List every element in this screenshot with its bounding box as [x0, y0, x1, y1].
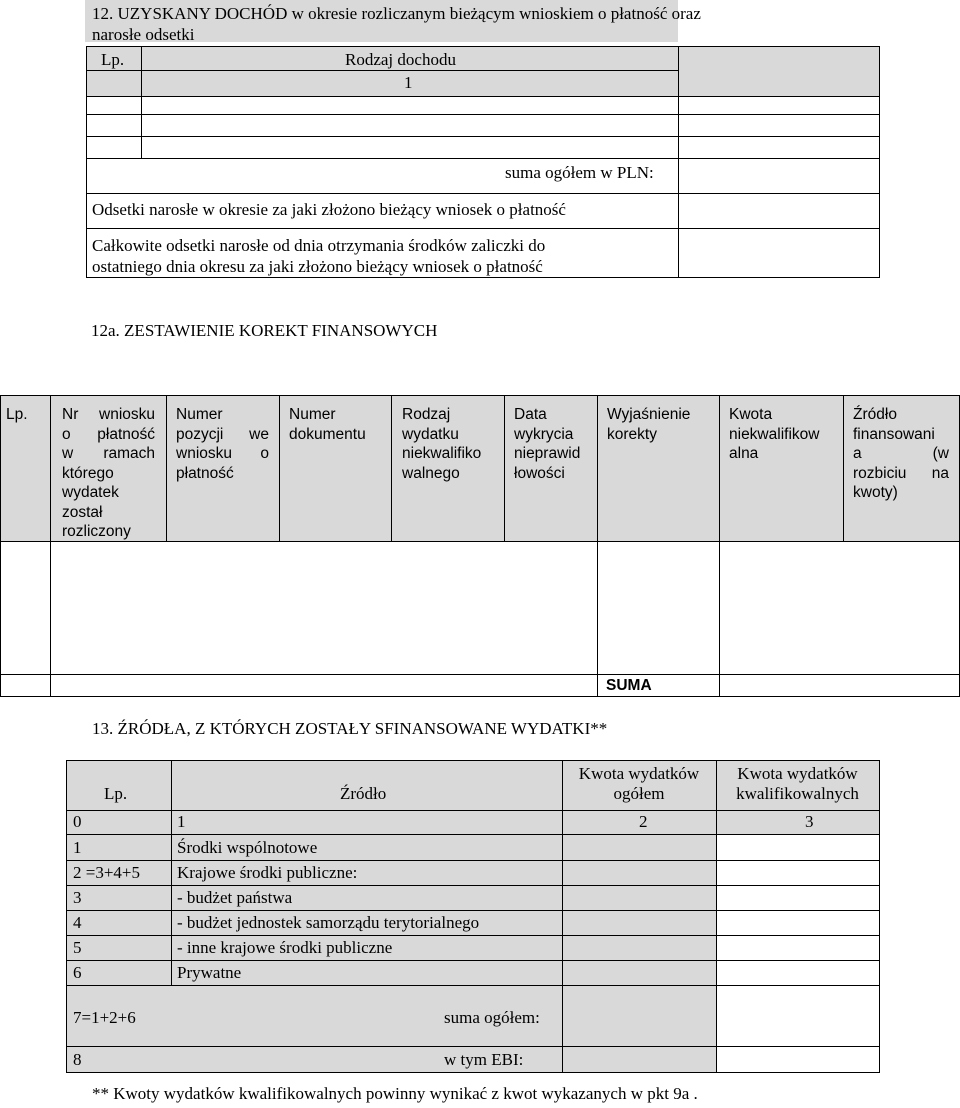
sources-col-kwota-ogolem: Kwota wydatków ogółem: [578, 764, 700, 803]
corrections-col-nr-wniosku: Nr wniosku o płatność w ramach którego wydatek został rozliczony: [62, 406, 155, 540]
sources-row-8-lp: 8: [73, 1050, 82, 1069]
sources-row-6-zrodlo: Prywatne: [177, 963, 242, 982]
sources-row-7-lp: 7=1+2+6: [73, 1008, 136, 1027]
sources-row-6-lp: 6: [73, 963, 82, 982]
section-12-title-line1: 12. UZYSKANY DOCHÓD w okresie rozliczanym bieżącym wnioskiem o płatność oraz: [92, 4, 701, 23]
sources-num-2: 2: [639, 812, 648, 831]
income-suma-label: suma ogółem w PLN:: [505, 163, 654, 182]
income-odsetki-label: Odsetki narosłe w okresie za jaki złożono bieżący wniosek o płatność: [92, 200, 566, 219]
sources-num-3: 3: [805, 812, 814, 831]
sources-row-8-label: w tym EBI:: [444, 1050, 524, 1069]
sources-row-4-zrodlo: - budżet jednostek samorządu terytorialnego: [177, 913, 480, 932]
income-col-rodzaj: Rodzaj dochodu: [345, 50, 456, 69]
corrections-col-lp: Lp.: [6, 406, 28, 423]
sources-row-4-lp: 4: [73, 913, 82, 932]
sources-row-3-lp: 3: [73, 888, 82, 907]
income-num-1: 1: [404, 73, 413, 92]
section-12-title-line2: narosłe odsetki: [92, 25, 195, 44]
sources-col-lp: Lp.: [104, 784, 128, 803]
sources-row-1-zrodlo: Środki wspólnotowe: [177, 838, 318, 857]
income-calkowite-line1: Całkowite odsetki narosłe od dnia otrzymania środków zaliczki do: [92, 236, 546, 255]
corrections-col-numer-pozycji: Numer pozycji we wniosku o płatność: [176, 406, 269, 482]
income-calkowite-line2: ostatniego dnia okresu za jaki złożono bieżący wniosek o płatność: [92, 257, 543, 276]
sources-row-2-lp: 2 =3+4+5: [73, 863, 141, 882]
corrections-col-numer-dokumentu: Numer dokumentu: [289, 406, 366, 443]
sources-row-3-zrodlo: - budżet państwa: [177, 888, 293, 907]
sources-row-2-zrodlo: Krajowe środki publiczne:: [177, 863, 358, 882]
sources-col-kwota-kwal: Kwota wydatków kwalifikowalnych: [736, 764, 859, 803]
sources-num-0: 0: [73, 812, 82, 831]
corrections-suma-label: SUMA: [606, 677, 652, 694]
sources-row-7-label: suma ogółem:: [444, 1008, 540, 1027]
sources-row-5-lp: 5: [73, 938, 82, 957]
corrections-col-kwota-niekwal: Kwota niekwalifikow alna: [729, 406, 820, 462]
section-12a-title: 12a. ZESTAWIENIE KOREKT FINANSOWYCH: [91, 321, 438, 340]
sources-footnote: ** Kwoty wydatków kwalifikowalnych powinny wynikać z kwot wykazanych w pkt 9a .: [92, 1084, 698, 1103]
sources-row-1-lp: 1: [73, 838, 82, 857]
section-13-title: 13. ŹRÓDŁA, Z KTÓRYCH ZOSTAŁY SFINANSOWANE WYDATKI**: [92, 719, 608, 738]
corrections-col-wyjasnienie: Wyjaśnienie korekty: [607, 406, 691, 443]
income-col-lp: Lp.: [101, 50, 125, 69]
corrections-col-data-wykrycia: Data wykrycia nieprawid łowości: [514, 406, 581, 482]
corrections-col-zrodlo-fin: Źródło finansowani a (w rozbiciu na kwoty): [853, 406, 949, 501]
sources-col-zrodlo: Źródło: [340, 784, 387, 803]
sources-row-5-zrodlo: - inne krajowe środki publiczne: [177, 938, 393, 957]
corrections-col-rodzaj-wydatku: Rodzaj wydatku niekwalifiko walnego: [402, 406, 482, 482]
sources-num-1: 1: [177, 812, 186, 831]
